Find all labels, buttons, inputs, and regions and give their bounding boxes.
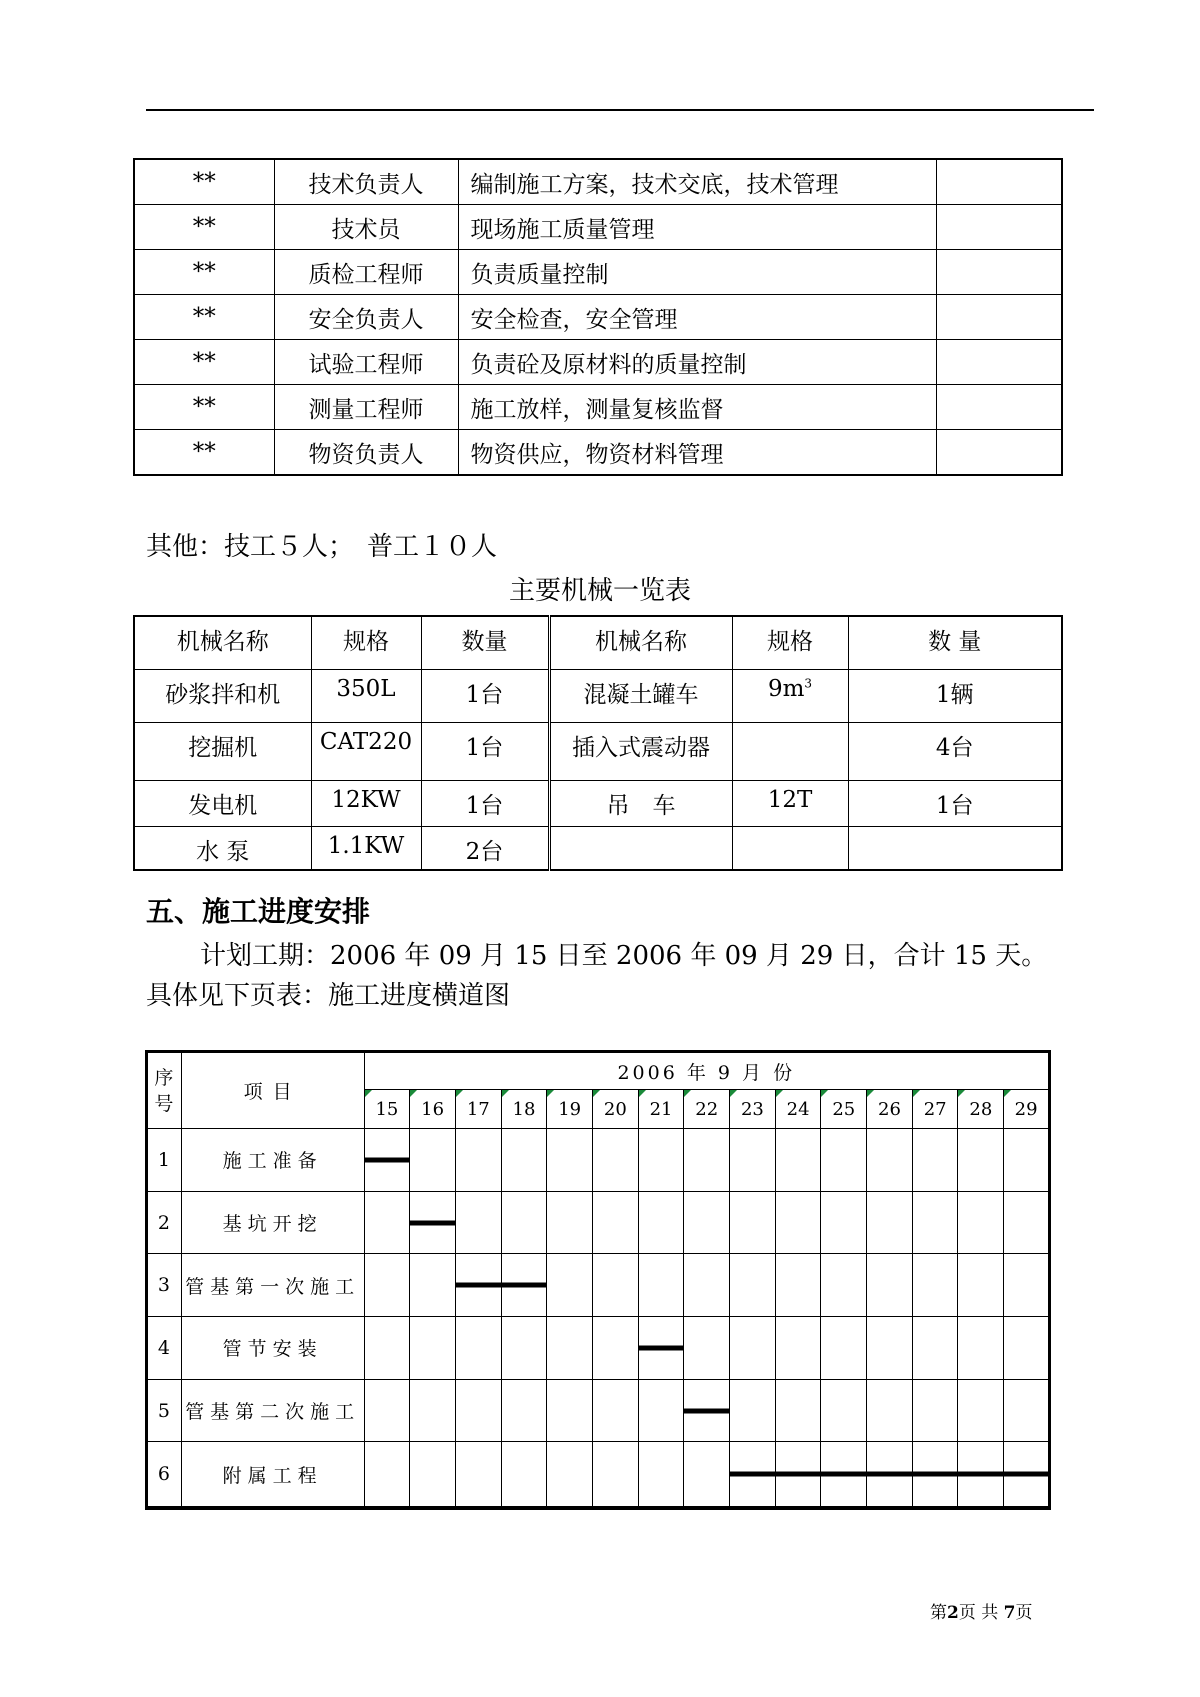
- gantt-header-row: [147, 1052, 1050, 1090]
- day-number: 15: [375, 1098, 399, 1120]
- day-number: 20: [603, 1098, 627, 1120]
- day-number: 21: [649, 1098, 673, 1120]
- staff-duty: 安全检查，安全管理: [458, 295, 936, 340]
- gantt-cell: [867, 1317, 913, 1380]
- gantt-cell: [730, 1254, 776, 1317]
- gantt-day-label: [730, 1090, 776, 1129]
- staff-role: 技术员: [274, 205, 458, 250]
- gantt-day-label: [821, 1090, 867, 1129]
- gantt-day-label: [410, 1090, 456, 1129]
- gantt-cell: [912, 1129, 958, 1192]
- gantt-day-label: [364, 1090, 410, 1129]
- gantt-cell: [867, 1254, 913, 1317]
- gantt-day-label: [501, 1090, 547, 1129]
- cell-marker-icon: [913, 1090, 920, 1097]
- machine-quantity: 4台: [848, 722, 1062, 780]
- gantt-cell: [1004, 1191, 1050, 1254]
- machinery-row: [134, 780, 1062, 826]
- gantt-seq-header: 序号: [147, 1052, 182, 1129]
- gantt-cell: [501, 1317, 547, 1380]
- gantt-cell: [775, 1442, 821, 1508]
- cell-marker-icon: [639, 1090, 646, 1097]
- gantt-cell: [1004, 1129, 1050, 1192]
- day-number: 28: [969, 1098, 993, 1120]
- staff-note: [936, 159, 1062, 205]
- gantt-cell: [821, 1191, 867, 1254]
- gantt-item-header: 项目: [181, 1052, 364, 1129]
- gantt-task-name: 基坑开挖: [181, 1191, 364, 1254]
- day-number: 24: [786, 1098, 810, 1120]
- staff-note: [936, 430, 1062, 476]
- gantt-cell: [821, 1442, 867, 1508]
- gantt-cell: [410, 1442, 456, 1508]
- gantt-cell: [455, 1191, 501, 1254]
- cell-marker-icon: [547, 1090, 554, 1097]
- gantt-bar: [866, 1472, 913, 1477]
- gantt-cell: [638, 1191, 684, 1254]
- machine-spec: CAT220: [311, 722, 421, 780]
- gantt-day-label: [455, 1090, 501, 1129]
- footer-total-pages: 7: [1003, 1603, 1016, 1623]
- machinery-header-cell: 数 量: [848, 616, 1062, 669]
- gantt-cell: [592, 1191, 638, 1254]
- gantt-cell: [684, 1442, 730, 1508]
- gantt-task-number: 2: [147, 1191, 182, 1254]
- machinery-row: [134, 722, 1062, 780]
- gantt-cell: [684, 1191, 730, 1254]
- gantt-cell: [958, 1442, 1004, 1508]
- staff-name: **: [134, 159, 274, 205]
- gantt-cell: [501, 1191, 547, 1254]
- machine-spec: 12T: [767, 786, 813, 813]
- gantt-cell: [638, 1379, 684, 1442]
- gantt-cell: [1004, 1317, 1050, 1380]
- machine-spec: 1.1KW: [311, 826, 421, 870]
- gantt-cell: [547, 1191, 593, 1254]
- gantt-cell: [501, 1254, 547, 1317]
- gantt-cell: [775, 1379, 821, 1442]
- gantt-cell: [821, 1254, 867, 1317]
- cell-marker-icon: [730, 1090, 737, 1097]
- staff-table: [133, 158, 1063, 476]
- gantt-cell: [730, 1442, 776, 1508]
- gantt-cell: [547, 1442, 593, 1508]
- staff-duty: 编制施工方案，技术交底，技术管理: [458, 159, 936, 205]
- day-number: 26: [878, 1098, 901, 1120]
- gantt-bar: [364, 1157, 411, 1162]
- gantt-day-label: [775, 1090, 821, 1129]
- gantt-bar: [683, 1408, 730, 1413]
- machine-spec: 9m: [767, 675, 805, 702]
- cell-marker-icon: [365, 1090, 372, 1097]
- gantt-cell: [547, 1254, 593, 1317]
- gantt-cell: [410, 1317, 456, 1380]
- cell-marker-icon: [1004, 1090, 1011, 1097]
- cell-marker-icon: [456, 1090, 463, 1097]
- day-number: 29: [1014, 1098, 1038, 1120]
- machine-name: 吊 车: [549, 780, 732, 826]
- machine-name: 插入式震动器: [549, 722, 732, 780]
- machinery-table-title: 主要机械一览表: [508, 576, 691, 606]
- day-number: 16: [421, 1098, 445, 1120]
- machine-spec: 350L: [311, 669, 421, 722]
- gantt-cell: [958, 1191, 1004, 1254]
- machine-quantity: 1台: [421, 780, 549, 826]
- gantt-cell: [958, 1317, 1004, 1380]
- gantt-bar: [409, 1220, 456, 1225]
- gantt-cell: [821, 1129, 867, 1192]
- gantt-cell: [592, 1129, 638, 1192]
- gantt-bar: [455, 1283, 502, 1288]
- machine-name: 水 泵: [134, 826, 311, 870]
- staff-note: [936, 385, 1062, 430]
- gantt-task-row: [147, 1442, 1050, 1508]
- machine-spec-cell: [732, 669, 848, 722]
- other-workers-line: 其他：技工５人； 普工１０人: [146, 532, 498, 562]
- gantt-task-row: [147, 1191, 1050, 1254]
- gantt-day-label: [547, 1090, 593, 1129]
- machinery-header-cell: 规格: [732, 616, 848, 669]
- staff-name: **: [134, 250, 274, 295]
- machine-name: 挖掘机: [134, 722, 311, 780]
- machine-name: [549, 826, 732, 870]
- day-number: 19: [558, 1098, 582, 1120]
- gantt-cell: [958, 1254, 1004, 1317]
- gantt-cell: [455, 1317, 501, 1380]
- gantt-body: [147, 1052, 1050, 1509]
- staff-role: 物资负责人: [274, 430, 458, 476]
- day-number: 27: [923, 1098, 947, 1120]
- staff-role: 技术负责人: [274, 159, 458, 205]
- staff-row: [134, 340, 1062, 385]
- machinery-header-row: [134, 616, 1062, 669]
- gantt-cell: [867, 1379, 913, 1442]
- machinery-table-body: [134, 616, 1062, 870]
- gantt-cell: [501, 1129, 547, 1192]
- header-rule: [146, 109, 1094, 111]
- machinery-row: [134, 669, 1062, 722]
- staff-duty: 负责质量控制: [458, 250, 936, 295]
- gantt-cell: [730, 1191, 776, 1254]
- gantt-day-label: [912, 1090, 958, 1129]
- machine-quantity: 1辆: [848, 669, 1062, 722]
- gantt-cell: [592, 1317, 638, 1380]
- staff-role: 试验工程师: [274, 340, 458, 385]
- machine-quantity: 1台: [421, 669, 549, 722]
- gantt-cell: [547, 1129, 593, 1192]
- cell-marker-icon: [867, 1090, 874, 1097]
- gantt-bar: [501, 1283, 548, 1288]
- gantt-cell: [410, 1191, 456, 1254]
- gantt-cell: [867, 1191, 913, 1254]
- staff-table-body: [134, 159, 1062, 475]
- gantt-task-row: [147, 1254, 1050, 1317]
- staff-duty: 现场施工质量管理: [458, 205, 936, 250]
- machinery-header-cell: 数量: [421, 616, 549, 669]
- machine-spec-cell: [732, 826, 848, 870]
- staff-name: **: [134, 205, 274, 250]
- staff-note: [936, 205, 1062, 250]
- gantt-cell: [364, 1379, 410, 1442]
- gantt-cell: [730, 1317, 776, 1380]
- day-number: 25: [832, 1098, 856, 1120]
- gantt-cell: [592, 1254, 638, 1317]
- footer-mid: 页 共: [958, 1603, 999, 1623]
- gantt-cell: [1004, 1379, 1050, 1442]
- staff-name: **: [134, 295, 274, 340]
- gantt-bar: [729, 1472, 776, 1477]
- cell-marker-icon: [593, 1090, 600, 1097]
- schedule-reference-text: 具体见下页表：施工进度横道图: [146, 981, 511, 1011]
- gantt-cell: [821, 1317, 867, 1380]
- gantt-task-name: 管基第一次施工: [181, 1254, 364, 1317]
- gantt-cell: [958, 1129, 1004, 1192]
- gantt-cell: [410, 1254, 456, 1317]
- gantt-cell: [410, 1379, 456, 1442]
- gantt-task-number: 5: [147, 1379, 182, 1442]
- gantt-task-number: 6: [147, 1442, 182, 1508]
- gantt-day-label: [1004, 1090, 1050, 1129]
- staff-name: **: [134, 430, 274, 476]
- gantt-day-label: [684, 1090, 730, 1129]
- gantt-task-name: 管基第二次施工: [181, 1379, 364, 1442]
- day-number: 23: [740, 1098, 764, 1120]
- machine-name: 混凝土罐车: [549, 669, 732, 722]
- staff-role: 质检工程师: [274, 250, 458, 295]
- staff-row: [134, 205, 1062, 250]
- gantt-bar: [912, 1472, 959, 1477]
- staff-role: 测量工程师: [274, 385, 458, 430]
- section-five-heading: 五、施工进度安排: [146, 895, 371, 928]
- machine-name: 砂浆拌和机: [134, 669, 311, 722]
- machine-name: 发电机: [134, 780, 311, 826]
- gantt-cell: [958, 1379, 1004, 1442]
- gantt-cell: [592, 1442, 638, 1508]
- gantt-cell: [730, 1129, 776, 1192]
- gantt-chart: [145, 1050, 1051, 1510]
- cell-marker-icon: [958, 1090, 965, 1097]
- footer-suffix: 页: [1015, 1603, 1033, 1623]
- gantt-cell: [364, 1129, 410, 1192]
- machinery-row: [134, 826, 1062, 870]
- gantt-task-number: 1: [147, 1129, 182, 1192]
- gantt-cell: [912, 1254, 958, 1317]
- gantt-bar: [638, 1345, 685, 1350]
- gantt-cell: [730, 1379, 776, 1442]
- machinery-header-cell: 机械名称: [549, 616, 732, 669]
- gantt-cell: [547, 1317, 593, 1380]
- gantt-day-label: [958, 1090, 1004, 1129]
- footer-prefix: 第: [930, 1603, 947, 1623]
- gantt-bar: [1003, 1472, 1049, 1477]
- day-number: 22: [695, 1098, 719, 1120]
- gantt-cell: [912, 1379, 958, 1442]
- gantt-cell: [775, 1317, 821, 1380]
- gantt-cell: [775, 1129, 821, 1192]
- gantt-cell: [638, 1254, 684, 1317]
- gantt-cell: [364, 1317, 410, 1380]
- gantt-task-number: 3: [147, 1254, 182, 1317]
- gantt-bar: [775, 1472, 822, 1477]
- staff-row: [134, 295, 1062, 340]
- staff-note: [936, 295, 1062, 340]
- machinery-header-cell: 机械名称: [134, 616, 311, 669]
- cell-marker-icon: [821, 1090, 828, 1097]
- cell-marker-icon: [502, 1090, 509, 1097]
- machine-spec: 12KW: [311, 780, 421, 826]
- gantt-cell: [912, 1191, 958, 1254]
- gantt-bar: [820, 1472, 867, 1477]
- machinery-table: [133, 615, 1063, 871]
- gantt-task-row: [147, 1129, 1050, 1192]
- gantt-day-label: [592, 1090, 638, 1129]
- staff-row: [134, 250, 1062, 295]
- gantt-cell: [501, 1379, 547, 1442]
- cell-marker-icon: [684, 1090, 691, 1097]
- gantt-cell: [455, 1129, 501, 1192]
- day-number: 18: [512, 1098, 536, 1120]
- gantt-cell: [867, 1442, 913, 1508]
- cell-marker-icon: [410, 1090, 417, 1097]
- staff-row: [134, 430, 1062, 476]
- day-number: 17: [466, 1098, 490, 1120]
- staff-duty: 物资供应，物资材料管理: [458, 430, 936, 476]
- gantt-cell: [912, 1317, 958, 1380]
- gantt-day-label: [638, 1090, 684, 1129]
- gantt-cell: [638, 1442, 684, 1508]
- gantt-task-name: 附属工程: [181, 1442, 364, 1508]
- cell-marker-icon: [776, 1090, 783, 1097]
- gantt-cell: [592, 1379, 638, 1442]
- machine-spec-cell: [732, 780, 848, 826]
- machine-spec-superscript: 3: [804, 675, 813, 690]
- gantt-task-name: 管节安装: [181, 1317, 364, 1380]
- gantt-cell: [684, 1129, 730, 1192]
- schedule-period-text: 计划工期：2006 年 09 月 15 日至 2006 年 09 月 29 日，合计 15 天。: [200, 941, 1048, 971]
- gantt-cell: [638, 1129, 684, 1192]
- gantt-cell: [364, 1191, 410, 1254]
- gantt-task-number: 4: [147, 1317, 182, 1380]
- gantt-task-row: [147, 1317, 1050, 1380]
- staff-duty: 施工放样，测量复核监督: [458, 385, 936, 430]
- gantt-task-row: [147, 1379, 1050, 1442]
- gantt-cell: [821, 1379, 867, 1442]
- footer-page-number: 2: [947, 1603, 959, 1623]
- gantt-cell: [455, 1442, 501, 1508]
- gantt-cell: [547, 1379, 593, 1442]
- gantt-cell: [867, 1129, 913, 1192]
- gantt-cell: [455, 1254, 501, 1317]
- gantt-bar: [957, 1472, 1004, 1477]
- staff-name: **: [134, 385, 274, 430]
- staff-note: [936, 340, 1062, 385]
- gantt-cell: [775, 1191, 821, 1254]
- staff-note: [936, 250, 1062, 295]
- machinery-header-cell: 规格: [311, 616, 421, 669]
- gantt-cell: [1004, 1254, 1050, 1317]
- gantt-month-header: 2006 年 9 月 份: [364, 1052, 1049, 1090]
- gantt-cell: [364, 1254, 410, 1317]
- gantt-cell: [684, 1317, 730, 1380]
- gantt-cell: [1004, 1442, 1050, 1508]
- machine-quantity: 1台: [848, 780, 1062, 826]
- machine-quantity: [848, 826, 1062, 870]
- gantt-day-label: [867, 1090, 913, 1129]
- staff-name: **: [134, 340, 274, 385]
- staff-row: [134, 159, 1062, 205]
- gantt-cell: [684, 1254, 730, 1317]
- machine-quantity: 2台: [421, 826, 549, 870]
- gantt-cell: [638, 1317, 684, 1380]
- staff-role: 安全负责人: [274, 295, 458, 340]
- gantt-cell: [455, 1379, 501, 1442]
- gantt-cell: [684, 1379, 730, 1442]
- gantt-cell: [775, 1254, 821, 1317]
- page-footer: [930, 1598, 1033, 1623]
- machine-spec-cell: [732, 722, 848, 780]
- staff-row: [134, 385, 1062, 430]
- gantt-task-name: 施工准备: [181, 1129, 364, 1192]
- gantt-cell: [364, 1442, 410, 1508]
- gantt-cell: [501, 1442, 547, 1508]
- machine-quantity: 1台: [421, 722, 549, 780]
- staff-duty: 负责砼及原材料的质量控制: [458, 340, 936, 385]
- gantt-cell: [410, 1129, 456, 1192]
- gantt-cell: [912, 1442, 958, 1508]
